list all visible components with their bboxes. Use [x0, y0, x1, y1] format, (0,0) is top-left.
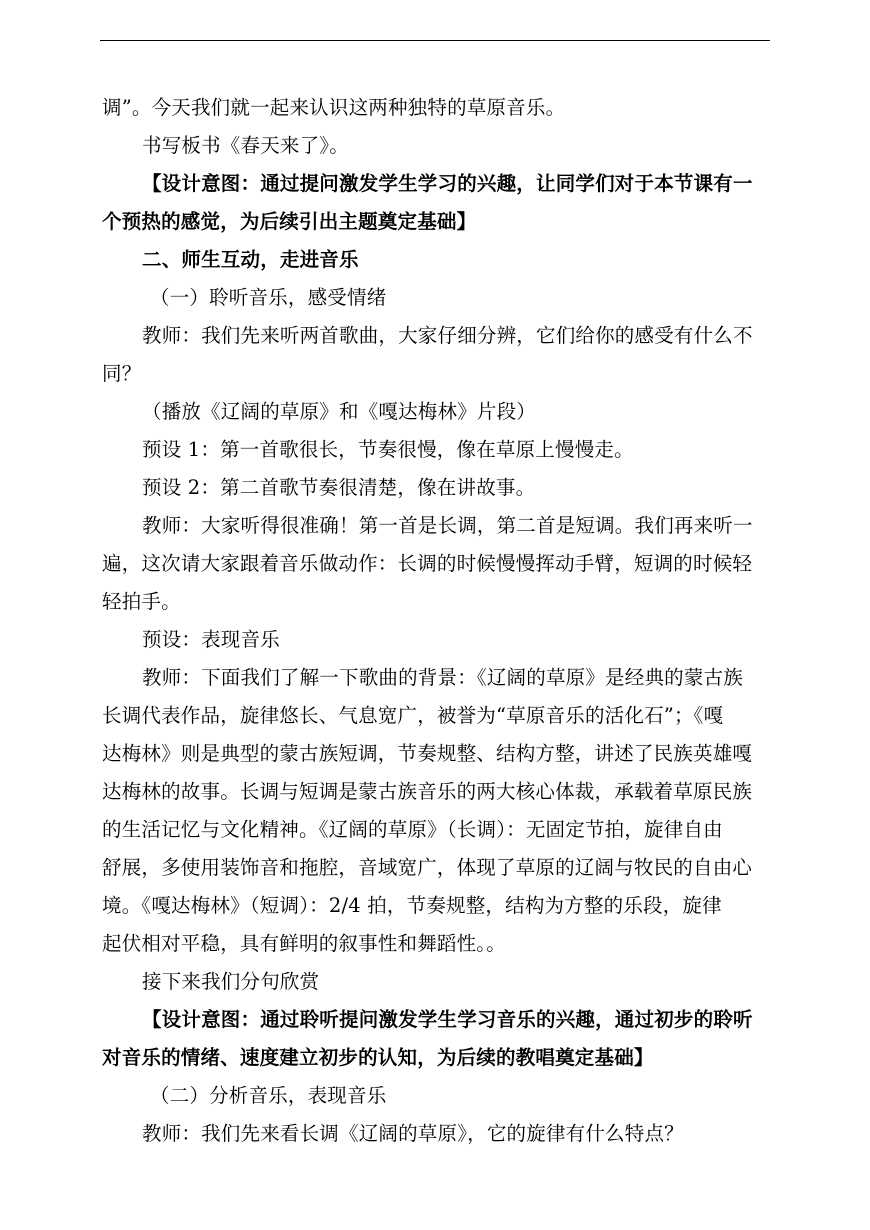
paragraph-line: 教师：大家听得很准确！第一首是长调，第二首是短调。我们再来听一 — [142, 514, 753, 537]
paragraph-line: 预设：表现音乐 — [142, 628, 280, 651]
paragraph-line: 轻拍手。 — [102, 590, 181, 613]
header-rule — [100, 40, 770, 41]
paragraph-line: 舒展，多使用装饰音和拖腔，音域宽广，体现了草原的辽阔与牧民的自由心 — [102, 856, 753, 879]
design-intent-line: 【设计意图：通过聆听提问激发学生学习音乐的兴趣，通过初步的聆听 — [142, 1008, 753, 1031]
paragraph-line: 同？ — [102, 362, 142, 385]
paragraph-line: 的生活记忆与文化精神。《辽阔的草原》（长调）：无固定节拍，旋律自由 — [102, 818, 723, 841]
paragraph-line: 预设 2：第二首歌节奏很清楚，像在讲故事。 — [142, 476, 536, 499]
subsection-heading: （一）聆听音乐，感受情绪 — [150, 286, 387, 309]
paragraph-line: 接下来我们分句欣赏 — [142, 970, 320, 993]
paragraph-line: 遍，这次请大家跟着音乐做动作：长调的时候慢慢挥动手臂，短调的时候轻 — [102, 552, 753, 575]
design-intent-line: 对音乐的情绪、速度建立初步的认知，为后续的教唱奠定基础】 — [102, 1046, 654, 1069]
paragraph-line: 长调代表作品，旋律悠长、气息宽广，被誉为“草原音乐的活化石”；《嘎 — [102, 704, 724, 727]
subsection-heading: （二）分析音乐，表现音乐 — [150, 1084, 387, 1107]
paragraph-line: 教师：下面我们了解一下歌曲的背景：《辽阔的草原》是经典的蒙古族 — [142, 666, 743, 689]
section-heading: 二、师生互动，走进音乐 — [142, 248, 359, 271]
paragraph-line: 调”。今天我们就一起来认识这两种独特的草原音乐。 — [102, 96, 566, 119]
paragraph-line: 书写板书《春天来了》。 — [142, 134, 349, 157]
paragraph-line: 达梅林的故事。长调与短调是蒙古族音乐的两大核心体裁，承载着草原民族 — [102, 780, 753, 803]
paragraph-line: 起伏相对平稳，具有鲜明的叙事性和舞蹈性。。 — [102, 932, 506, 955]
design-intent-line: 【设计意图：通过提问激发学生学习的兴趣，让同学们对于本节课有一 — [142, 172, 753, 195]
paragraph-line: （播放《辽阔的草原》和《嘎达梅林》片段） — [142, 400, 537, 423]
paragraph-line: 预设 1：第一首歌很长，节奏很慢，像在草原上慢慢走。 — [142, 438, 634, 461]
design-intent-line: 个预热的感觉，为后续引出主题奠定基础】 — [102, 210, 477, 233]
paragraph-line: 教师：我们先来听两首歌曲，大家仔细分辨，它们给你的感受有什么不 — [142, 324, 753, 347]
paragraph-line: 境。《嘎达梅林》（短调）：2/4 拍，节奏规整，结构为方整的乐段，旋律 — [102, 894, 722, 917]
paragraph-line: 教师：我们先来看长调《辽阔的草原》，它的旋律有什么特点？ — [142, 1122, 684, 1145]
paragraph-line: 达梅林》则是典型的蒙古族短调，节奏规整、结构方整，讲述了民族英雄嘎 — [102, 742, 753, 765]
